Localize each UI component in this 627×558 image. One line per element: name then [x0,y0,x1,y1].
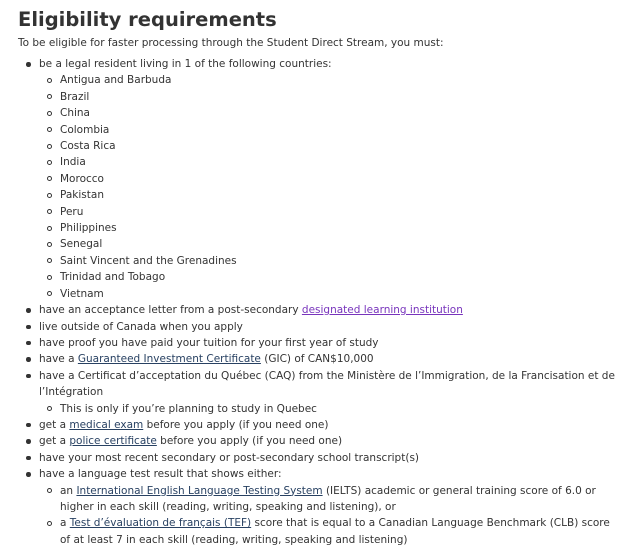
gic-link[interactable]: Guaranteed Investment Certificate [77,353,261,366]
acceptance-text: have an acceptance letter from a post-secondary [39,304,302,317]
list-item-language [18,466,617,548]
gic-text-before: have a [39,353,78,366]
language-sublist [39,483,617,549]
tef-text-after: score that is equal to a Canadian Language Benchmark (CLB) score of at least 7 in each skill (reading, writing, speaking and listening) [60,517,610,546]
medical-exam-link[interactable]: medical exam [69,418,144,431]
caq-sublist [39,401,617,417]
police-text-before: get a [39,435,70,448]
list-item: China [39,105,617,121]
list-item: Peru [39,204,617,220]
ielts-link[interactable]: International English Language Testing System [76,484,323,497]
list-item-police [18,433,617,449]
tef-link[interactable]: Test d’évaluation de français (TEF) [69,517,252,530]
list-item-countries [18,56,617,302]
list-item-transcript: have your most recent secondary or post-secondary school transcript(s) [18,450,617,466]
countries-text: be a legal resident living in 1 of the following countries: [39,58,332,70]
ielts-text-before: an [60,484,77,497]
list-item-gic [18,351,617,367]
list-item: Saint Vincent and the Grenadines [39,253,617,269]
list-item: Brazil [39,89,617,105]
caq-text: have a Certificat d’acceptation du Québec (CAQ) from the Ministère de l’Immigration, de la Francisation et de l’Intégration [39,369,615,399]
list-item-tuition: have proof you have paid your tuition for your first year of study [18,335,617,351]
list-item: Philippines [39,220,617,236]
medical-text-after: before you apply (if you need one) [143,418,329,431]
list-item: Antigua and Barbuda [39,72,617,88]
list-item: Colombia [39,122,617,138]
medical-text-before: get a [39,418,70,431]
list-item-medical [18,417,617,433]
list-item: Trinidad and Tobago [39,269,617,285]
list-item: Morocco [39,171,617,187]
list-item: Costa Rica [39,138,617,154]
gic-text-after: (GIC) of CAN$10,000 [260,353,374,366]
list-item: Senegal [39,236,617,252]
list-item: India [39,154,617,170]
tef-text-before: a [60,517,70,530]
countries-list [39,72,617,302]
list-item-tef [39,515,617,548]
page-title: Eligibility requirements [18,8,277,31]
language-text: have a language test result that shows either: [39,468,282,481]
police-certificate-link[interactable]: police certificate [69,435,157,448]
designated-learning-institution-link[interactable]: designated learning institution [301,304,463,317]
ielts-text-after: (IELTS) academic or general training score of 6.0 or higher in each skill (reading, writing, speaking and listening), or [60,484,596,513]
requirements-list [18,56,617,548]
list-item-caq [18,368,617,417]
list-item-acceptance [18,302,617,318]
list-item-ielts [39,483,617,516]
list-item-live-outside: live outside of Canada when you apply [18,319,617,335]
list-item: Pakistan [39,187,617,203]
police-text-after: before you apply (if you need one) [156,435,343,448]
list-item: Vietnam [39,286,617,302]
intro-text: To be eligible for faster processing through the Student Direct Stream, you must: [18,37,444,49]
list-item: This is only if you’re planning to study in Quebec [39,401,617,417]
